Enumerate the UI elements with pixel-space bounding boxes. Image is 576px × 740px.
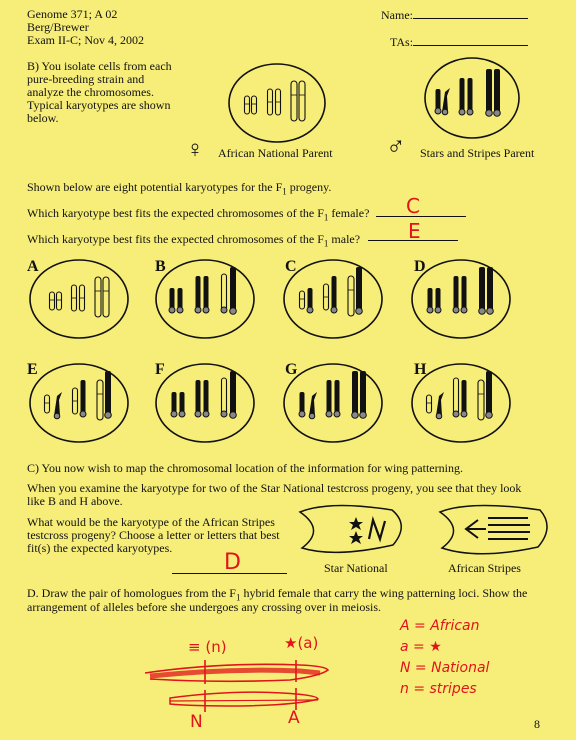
allele-label-bottom-right: A xyxy=(288,708,300,728)
karyotype-g-cell xyxy=(284,364,382,442)
intro-line: analyze the chromosomes. xyxy=(27,85,154,99)
allele-label-top-left: ≡ (n) xyxy=(188,638,227,656)
karyotype-g-label: G xyxy=(285,361,298,378)
intro-line: pure-breeding strain and xyxy=(27,72,145,86)
shown-below-text: Shown below are eight potential karyotypes for the $F_1$ progeny. xyxy=(27,180,332,197)
section-c-line2b: like B and H above. xyxy=(27,494,123,508)
question-female: Which karyotype best fits the expected chromosomes of the $F_1$ female? xyxy=(27,206,370,223)
instructors-line: Berg/Brewer xyxy=(27,20,89,34)
section-d-line2: arrangement of alleles before she undergoes any crossing over in meiosis. xyxy=(27,600,381,614)
intro-line: B) You isolate cells from each xyxy=(27,59,172,73)
allele-label-top-right: ★(a) xyxy=(284,634,319,652)
african-stripes-label: African Stripes xyxy=(448,561,521,575)
section-c-line1: C) You now wish to map the chromosomal location of the information for wing patterning. xyxy=(27,461,463,475)
karyotype-d-cell xyxy=(412,260,510,338)
course-line: Genome 371; A 02 xyxy=(27,7,118,21)
answer-c-blank[interactable] xyxy=(172,550,287,575)
karyotype-b-label: B xyxy=(155,258,166,275)
karyotype-c-label: C xyxy=(285,258,297,275)
answer-male: E xyxy=(408,219,421,243)
star-mark-icon xyxy=(349,517,363,530)
african-stripes-wing xyxy=(440,505,547,553)
male-symbol-icon: ♂ xyxy=(386,132,406,161)
key-line: a = ★ xyxy=(400,639,442,655)
allele-key xyxy=(400,616,489,700)
a-mark-icon xyxy=(466,520,486,538)
karyotype-e-label: E xyxy=(27,361,38,378)
intro-line: Typical karyotypes are shown xyxy=(27,98,171,112)
key-line: N = National xyxy=(400,660,490,676)
star-mark-icon xyxy=(349,531,363,544)
male-parent-label: Stars and Stripes Parent xyxy=(420,146,535,160)
page-number: 8 xyxy=(534,717,540,731)
homologue-drawing xyxy=(145,660,328,712)
key-line: A = African xyxy=(400,618,480,634)
answer-female-blank[interactable] xyxy=(376,196,466,217)
answer-male-blank[interactable] xyxy=(368,219,458,243)
female-symbol-icon: ♀ xyxy=(186,137,204,163)
intro-line: below. xyxy=(27,111,59,125)
answer-female: C xyxy=(406,194,420,218)
karyotype-f-label: F xyxy=(155,361,165,378)
name-label: Name: xyxy=(381,8,413,22)
karyotype-d-label: D xyxy=(414,258,426,275)
section-d-line1: D. Draw the pair of homologues from the $F_1$ hybrid female that carry the wing patterning loci. Show the xyxy=(27,586,528,603)
star-national-label: Star National xyxy=(324,561,388,575)
key-line: n = stripes xyxy=(400,681,477,697)
karyotype-a-label: A xyxy=(27,258,39,275)
n-mark-icon xyxy=(369,520,385,539)
section-c-question: What would be the karyotype of the African Stripes testcross progeny? Choose a letter or letters that best fit(s) the expected karyotypes. xyxy=(27,515,280,555)
tas-label: TAs: xyxy=(390,35,414,49)
answer-c: D xyxy=(224,550,241,575)
question-male: Which karyotype best fits the expected chromosomes of the $F_1$ male? xyxy=(27,232,361,249)
exam-line: Exam II-C; Nov 4, 2002 xyxy=(27,33,144,47)
section-c-line2a: When you examine the karyotype for two of the Star National testcross progeny, you see that they look xyxy=(27,481,522,495)
karyotype-h-label: H xyxy=(414,361,427,378)
star-national-wing xyxy=(300,505,401,552)
female-parent-label: African National Parent xyxy=(218,146,333,160)
african-parent-cell xyxy=(229,64,325,142)
allele-label-bottom-left: N xyxy=(190,712,203,732)
